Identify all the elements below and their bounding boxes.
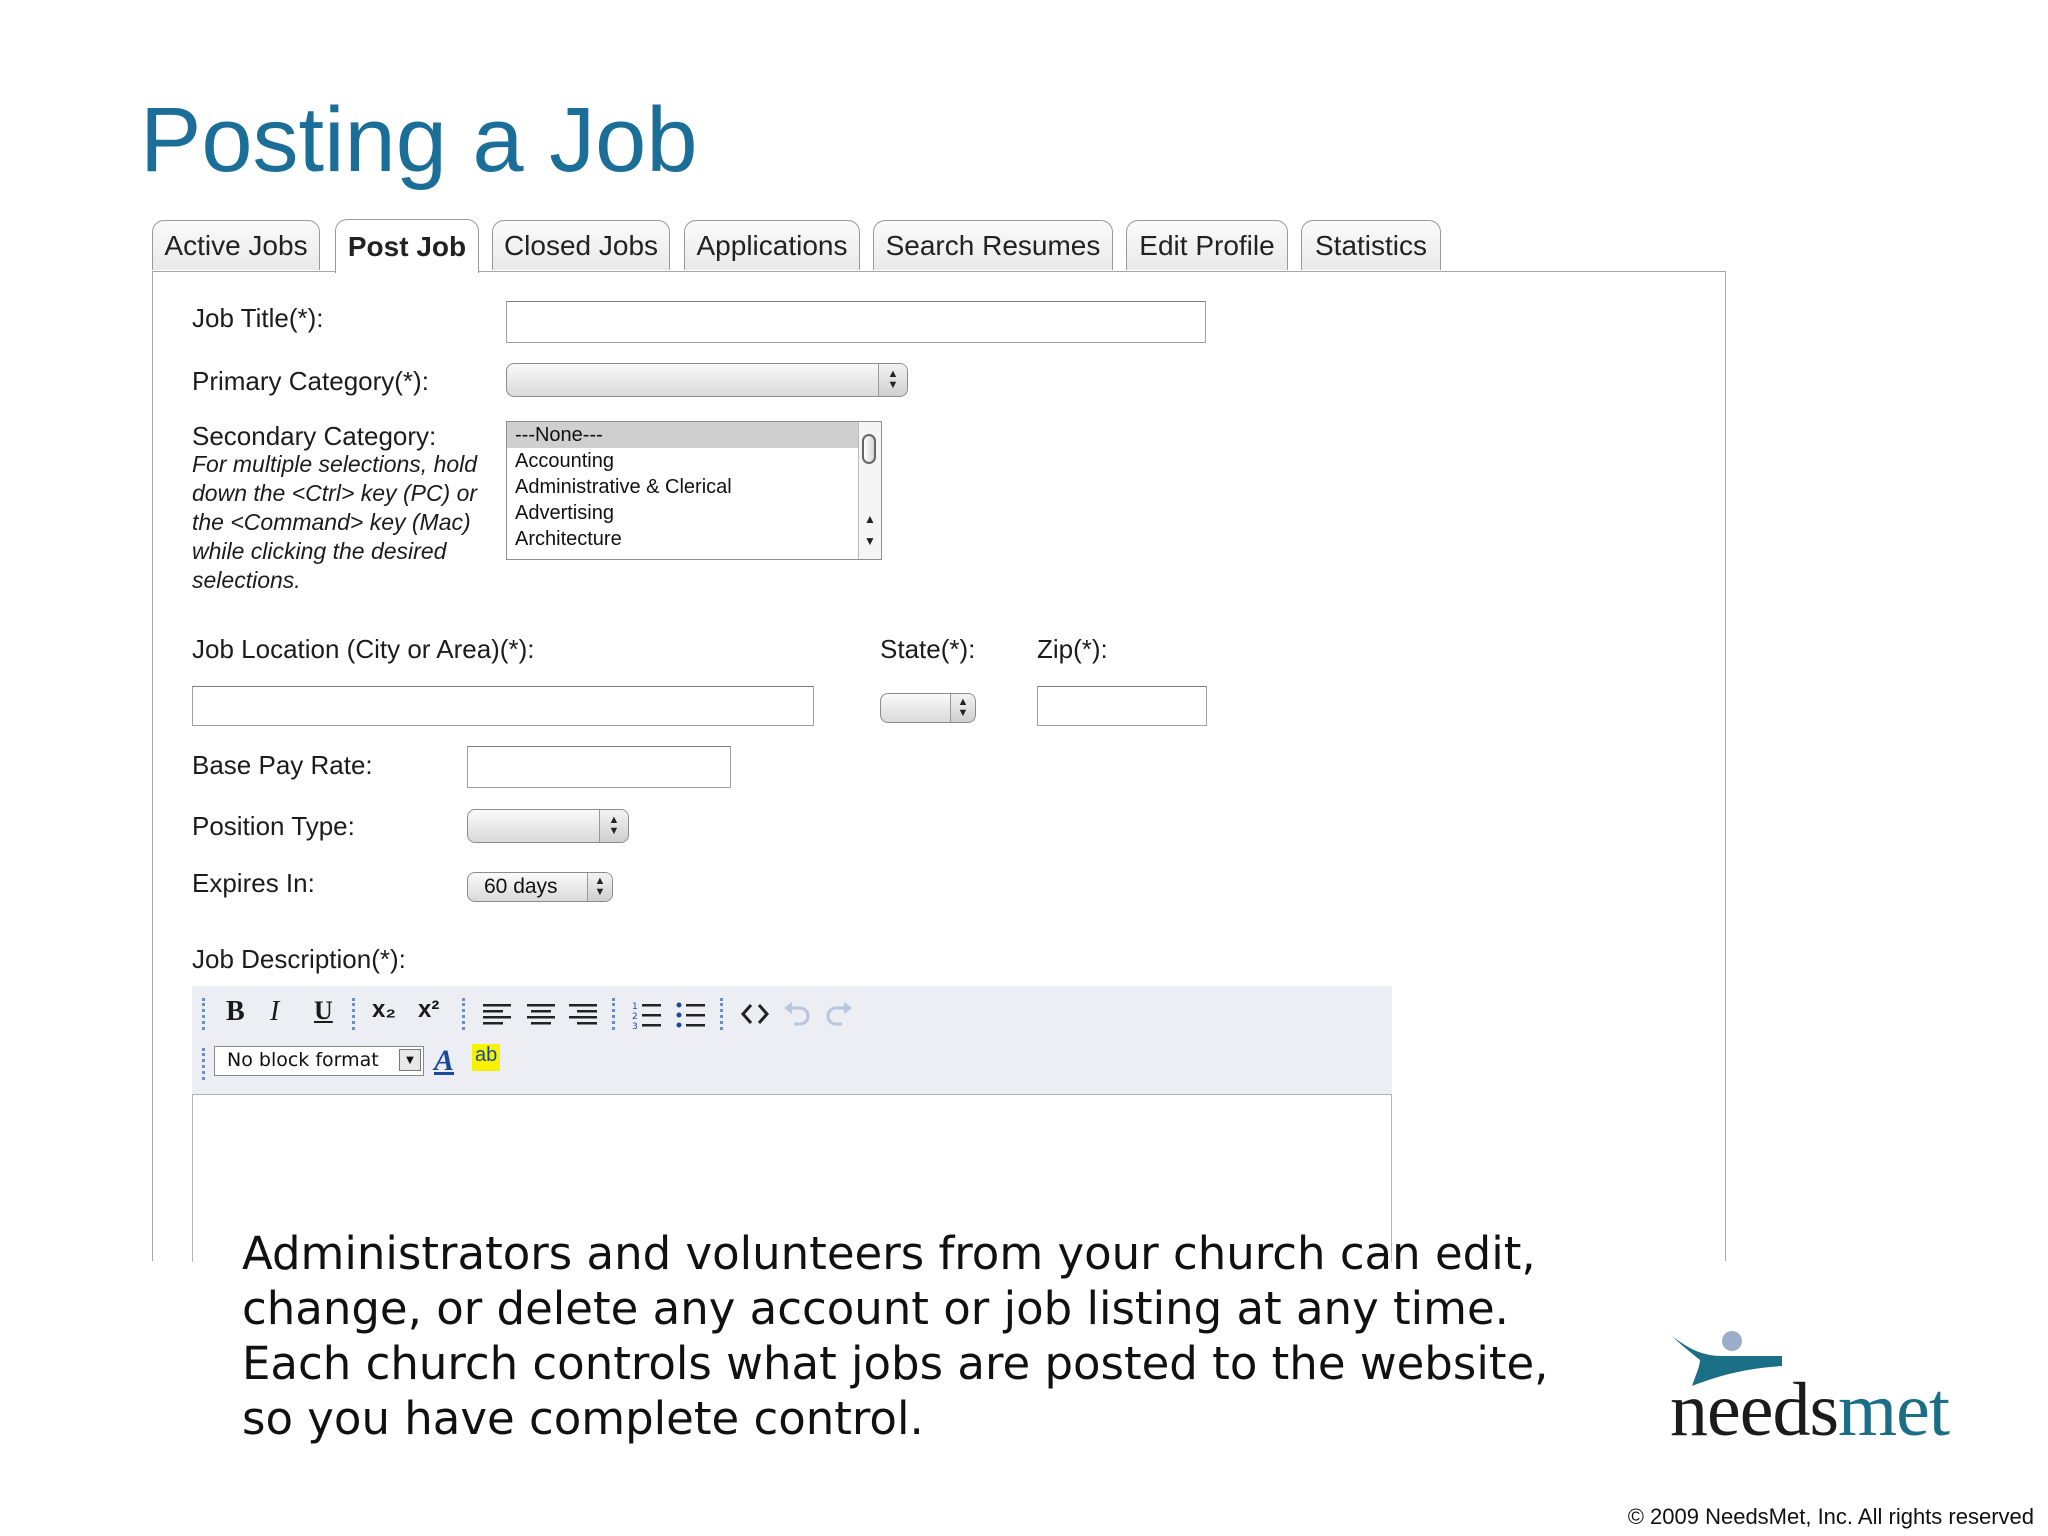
updown-arrows-icon: ▲ ▼: [950, 694, 975, 722]
expires-value: 60 days: [484, 875, 558, 898]
list-option[interactable]: Administrative & Clerical: [515, 476, 732, 498]
state-select[interactable]: [880, 693, 976, 723]
ordered-list-icon[interactable]: [632, 1000, 662, 1030]
bold-icon[interactable]: B: [226, 996, 245, 1027]
base-pay-label: Base Pay Rate:: [192, 750, 373, 780]
block-format-select[interactable]: [214, 1046, 424, 1076]
text-color-icon[interactable]: A: [434, 1044, 455, 1077]
base-pay-input[interactable]: [467, 746, 731, 788]
updown-arrows-icon: ▲ ▼: [599, 810, 628, 842]
highlight-icon[interactable]: ab: [472, 1044, 500, 1071]
slide-caption: Administrators and volunteers from your church can edit, change, or delete any account or job listing at any time. Each church controls what jobs are posted to the website, so you have complete control.: [242, 1227, 1549, 1445]
list-option[interactable]: Architecture: [515, 528, 622, 550]
logo-word-needs: needs: [1670, 1368, 1839, 1452]
secondary-category-label: Secondary Category:: [192, 421, 437, 451]
dropdown-arrow-icon: ▼: [399, 1049, 421, 1071]
job-location-input[interactable]: [192, 686, 814, 726]
list-option[interactable]: Accounting: [515, 450, 614, 472]
tab-applications[interactable]: Applications: [684, 220, 860, 270]
tab-search-resumes[interactable]: Search Resumes: [873, 220, 1113, 270]
toolbar-separator: [612, 998, 619, 1030]
italic-icon[interactable]: I: [270, 996, 280, 1027]
tab-edit-profile[interactable]: Edit Profile: [1126, 220, 1288, 270]
list-option[interactable]: Advertising: [515, 502, 614, 524]
editor-toolbar: [192, 986, 1392, 1094]
superscript-icon[interactable]: x²: [418, 996, 440, 1023]
scroll-thumb[interactable]: [862, 434, 876, 464]
toolbar-separator: [202, 998, 209, 1030]
align-left-icon[interactable]: [482, 1002, 512, 1028]
secondary-category-listbox[interactable]: [506, 421, 882, 560]
toolbar-separator: [202, 1048, 209, 1080]
tab-closed-jobs[interactable]: Closed Jobs: [492, 220, 670, 270]
underline-icon[interactable]: U: [314, 996, 333, 1025]
position-type-select[interactable]: [467, 809, 629, 843]
unordered-list-icon[interactable]: [676, 1000, 706, 1030]
list-option[interactable]: ---None---: [507, 422, 881, 448]
expires-select[interactable]: [467, 872, 613, 902]
subscript-icon[interactable]: x₂: [372, 996, 397, 1023]
align-center-icon[interactable]: [526, 1002, 556, 1028]
tab-active-jobs[interactable]: Active Jobs: [152, 220, 320, 270]
block-format-value: No block format: [227, 1049, 379, 1071]
needsmet-logo: [1670, 1330, 1990, 1450]
state-label: State(*):: [880, 634, 976, 664]
tab-post-job[interactable]: Post Job: [335, 219, 479, 273]
scroll-down-icon[interactable]: ▼: [864, 534, 876, 548]
logo-wordmark: [1670, 1370, 1949, 1450]
zip-input[interactable]: [1037, 686, 1207, 726]
listbox-scrollbar[interactable]: [858, 422, 881, 559]
job-title-input[interactable]: [506, 301, 1206, 343]
svg-text:2: 2: [632, 1012, 638, 1022]
slide-title: Posting a Job: [140, 89, 698, 191]
svg-text:1: 1: [632, 1002, 638, 1012]
primary-category-label: Primary Category(*):: [192, 366, 429, 396]
source-code-icon[interactable]: [740, 1002, 770, 1026]
toolbar-separator: [462, 998, 469, 1030]
copyright: © 2009 NeedsMet, Inc. All rights reserved: [1627, 1504, 2034, 1529]
job-description-label: Job Description(*):: [192, 944, 406, 974]
zip-label: Zip(*):: [1037, 634, 1108, 664]
updown-arrows-icon: ▲ ▼: [878, 364, 907, 396]
undo-icon[interactable]: [782, 1002, 812, 1026]
redo-icon[interactable]: [824, 1002, 854, 1026]
job-title-label: Job Title(*):: [192, 303, 324, 333]
secondary-category-hint: For multiple selections, hold down the <Ctrl> key (PC) or the <Command> key (Mac) while clicking the desired selections.: [192, 451, 478, 593]
logo-word-met: met: [1838, 1368, 1950, 1452]
toolbar-separator: [352, 998, 359, 1030]
scroll-up-icon[interactable]: ▲: [864, 512, 876, 526]
align-right-icon[interactable]: [568, 1002, 598, 1028]
svg-text:3: 3: [632, 1022, 638, 1030]
expires-label: Expires In:: [192, 868, 315, 898]
position-type-label: Position Type:: [192, 811, 355, 841]
updown-arrows-icon: ▲ ▼: [587, 873, 612, 901]
job-location-label: Job Location (City or Area)(*):: [192, 634, 535, 664]
primary-category-select[interactable]: [506, 363, 908, 397]
toolbar-separator: [720, 998, 727, 1030]
tab-statistics[interactable]: Statistics: [1301, 220, 1441, 270]
